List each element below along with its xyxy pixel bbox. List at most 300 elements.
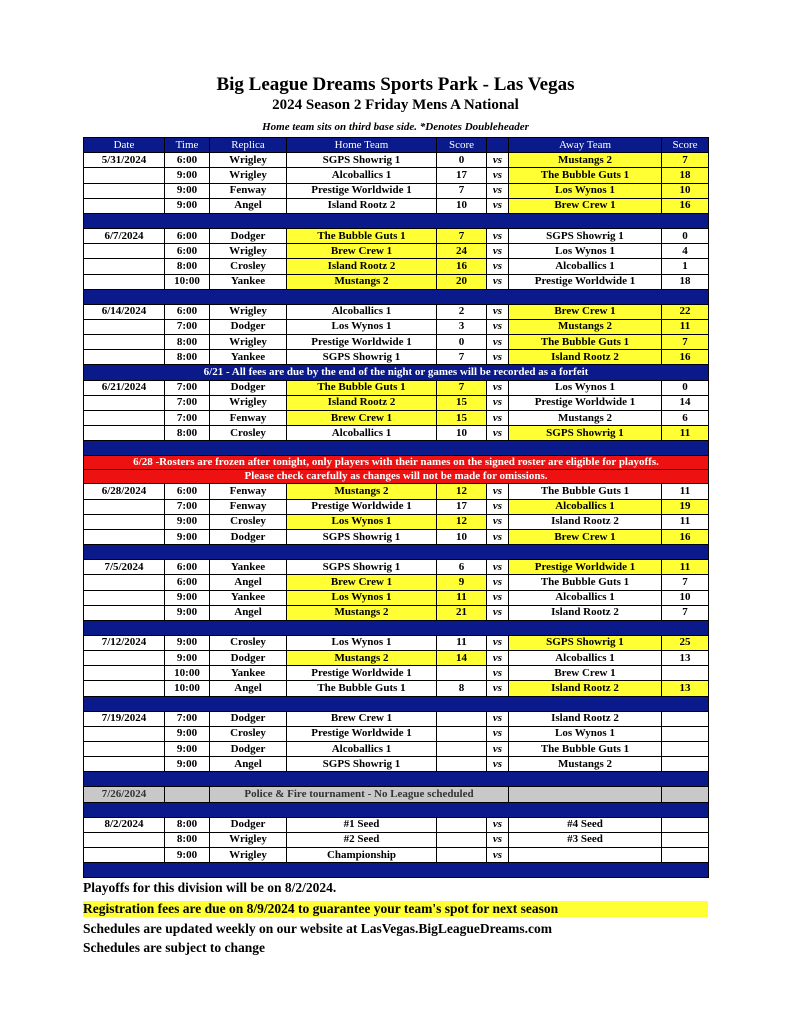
- game-date: [84, 847, 165, 862]
- home-team: Island Rootz 2: [287, 198, 437, 213]
- game-replica: Yankee: [210, 350, 287, 365]
- schedule-table: [83, 137, 709, 878]
- vs-label: vs: [487, 426, 509, 441]
- away-score: 0: [662, 228, 709, 243]
- home-score: 2: [437, 304, 487, 319]
- separator-cell: [84, 696, 709, 711]
- home-team: Mustangs 2: [287, 484, 437, 499]
- week-separator: [84, 802, 709, 817]
- home-team: SGPS Showrig 1: [287, 757, 437, 772]
- away-score: 19: [662, 499, 709, 514]
- home-team: Alcoballics 1: [287, 304, 437, 319]
- game-row: [84, 411, 709, 426]
- game-row: [84, 832, 709, 847]
- away-team: Alcoballics 1: [509, 499, 662, 514]
- week-separator: [84, 441, 709, 456]
- game-time: 8:00: [165, 350, 210, 365]
- game-date: [84, 335, 165, 350]
- game-replica: Dodger: [210, 817, 287, 832]
- away-team: Prestige Worldwide 1: [509, 395, 662, 410]
- game-replica: Wrigley: [210, 847, 287, 862]
- column-header: Time: [165, 138, 210, 153]
- home-team: The Bubble Guts 1: [287, 380, 437, 395]
- game-row: [84, 757, 709, 772]
- home-score: 10: [437, 426, 487, 441]
- game-row: [84, 560, 709, 575]
- page-title: Big League Dreams Sports Park - Las Vegas: [216, 74, 575, 95]
- game-replica: Yankee: [210, 274, 287, 289]
- footer-website: Schedules are updated weekly on our website at LasVegas.BigLeagueDreams.com: [83, 921, 553, 936]
- game-row: [84, 742, 709, 757]
- away-score: 16: [662, 529, 709, 544]
- away-team: Los Wynos 1: [509, 244, 662, 259]
- home-score: 24: [437, 244, 487, 259]
- game-date: [84, 499, 165, 514]
- vs-label: vs: [487, 499, 509, 514]
- home-team: Los Wynos 1: [287, 635, 437, 650]
- vs-label: vs: [487, 681, 509, 696]
- game-row: [84, 244, 709, 259]
- game-date: [84, 350, 165, 365]
- game-time: 9:00: [165, 514, 210, 529]
- away-score: [662, 742, 709, 757]
- away-score: [662, 817, 709, 832]
- home-score: [437, 666, 487, 681]
- game-time: 7:00: [165, 395, 210, 410]
- away-team: Island Rootz 2: [509, 605, 662, 620]
- game-time: 8:00: [165, 259, 210, 274]
- page-note: Home team sits on third base side. *Denotes Doubleheader: [262, 121, 529, 133]
- table-header-row: [84, 138, 709, 153]
- away-team: SGPS Showrig 1: [509, 228, 662, 243]
- column-header: Replica: [210, 138, 287, 153]
- game-date: [84, 319, 165, 334]
- game-time: 6:00: [165, 228, 210, 243]
- vs-label: vs: [487, 168, 509, 183]
- game-replica: Fenway: [210, 411, 287, 426]
- vs-label: vs: [487, 411, 509, 426]
- home-score: 7: [437, 183, 487, 198]
- week-separator: [84, 620, 709, 635]
- game-replica: Wrigley: [210, 395, 287, 410]
- game-time: 9:00: [165, 726, 210, 741]
- vs-label: vs: [487, 590, 509, 605]
- away-score: 11: [662, 560, 709, 575]
- home-score: 7: [437, 228, 487, 243]
- game-time: 9:00: [165, 651, 210, 666]
- game-time: 10:00: [165, 274, 210, 289]
- away-team: Alcoballics 1: [509, 590, 662, 605]
- home-team: Alcoballics 1: [287, 742, 437, 757]
- away-team: #4 Seed: [509, 817, 662, 832]
- vs-label: vs: [487, 198, 509, 213]
- home-team: #1 Seed: [287, 817, 437, 832]
- separator-cell: [84, 620, 709, 635]
- away-score: 13: [662, 681, 709, 696]
- game-replica: Wrigley: [210, 244, 287, 259]
- week-separator: [84, 213, 709, 228]
- away-team: Brew Crew 1: [509, 529, 662, 544]
- game-replica: Angel: [210, 605, 287, 620]
- away-score: 10: [662, 183, 709, 198]
- vs-label: vs: [487, 380, 509, 395]
- week-separator: [84, 863, 709, 878]
- home-score: 20: [437, 274, 487, 289]
- away-score: [662, 847, 709, 862]
- column-header: Score: [437, 138, 487, 153]
- away-team: SGPS Showrig 1: [509, 635, 662, 650]
- game-date: 7/5/2024: [84, 560, 165, 575]
- home-score: 11: [437, 590, 487, 605]
- roster-notice-row: [84, 470, 709, 484]
- vs-label: vs: [487, 244, 509, 259]
- game-replica: Dodger: [210, 228, 287, 243]
- home-team: Mustangs 2: [287, 274, 437, 289]
- game-replica: Angel: [210, 757, 287, 772]
- game-time: 9:00: [165, 183, 210, 198]
- away-team: Island Rootz 2: [509, 681, 662, 696]
- no-league-row: [84, 787, 709, 802]
- separator-cell: [84, 289, 709, 304]
- home-score: 10: [437, 198, 487, 213]
- game-row: [84, 529, 709, 544]
- game-replica: Fenway: [210, 484, 287, 499]
- away-score: 22: [662, 304, 709, 319]
- vs-label: vs: [487, 666, 509, 681]
- game-date: [84, 514, 165, 529]
- game-row: [84, 168, 709, 183]
- game-date: [84, 198, 165, 213]
- vs-label: vs: [487, 350, 509, 365]
- vs-label: vs: [487, 228, 509, 243]
- home-score: 12: [437, 484, 487, 499]
- vs-label: vs: [487, 529, 509, 544]
- away-team: Brew Crew 1: [509, 666, 662, 681]
- home-score: [437, 742, 487, 757]
- home-team: Prestige Worldwide 1: [287, 666, 437, 681]
- separator-cell: [84, 863, 709, 878]
- game-time: 7:00: [165, 499, 210, 514]
- home-team: The Bubble Guts 1: [287, 228, 437, 243]
- vs-label: vs: [487, 832, 509, 847]
- away-score: 18: [662, 168, 709, 183]
- game-replica: Angel: [210, 681, 287, 696]
- away-team: Prestige Worldwide 1: [509, 560, 662, 575]
- game-time: 7:00: [165, 411, 210, 426]
- vs-label: vs: [487, 304, 509, 319]
- game-time: 6:00: [165, 244, 210, 259]
- game-replica: Wrigley: [210, 153, 287, 168]
- home-score: 10: [437, 529, 487, 544]
- vs-label: vs: [487, 742, 509, 757]
- game-date: 7/26/2024: [84, 787, 165, 802]
- game-row: [84, 395, 709, 410]
- home-score: 17: [437, 499, 487, 514]
- game-date: [84, 605, 165, 620]
- away-team: Mustangs 2: [509, 411, 662, 426]
- game-replica: Crosley: [210, 259, 287, 274]
- empty-cell: [662, 787, 709, 802]
- game-time: 6:00: [165, 304, 210, 319]
- game-time: 9:00: [165, 635, 210, 650]
- home-score: 3: [437, 319, 487, 334]
- away-score: 16: [662, 350, 709, 365]
- game-row: [84, 847, 709, 862]
- page-subtitle: 2024 Season 2 Friday Mens A National: [272, 97, 519, 113]
- game-replica: Yankee: [210, 590, 287, 605]
- game-time: 6:00: [165, 153, 210, 168]
- game-replica: Dodger: [210, 380, 287, 395]
- game-date: [84, 726, 165, 741]
- game-replica: Yankee: [210, 560, 287, 575]
- away-score: [662, 832, 709, 847]
- roster-notice: Please check carefully as changes will not be made for omissions.: [84, 470, 709, 484]
- away-team: Brew Crew 1: [509, 198, 662, 213]
- game-date: [84, 832, 165, 847]
- game-time: 8:00: [165, 817, 210, 832]
- game-row: [84, 666, 709, 681]
- game-date: [84, 681, 165, 696]
- vs-label: vs: [487, 153, 509, 168]
- game-date: [84, 757, 165, 772]
- separator-cell: [84, 441, 709, 456]
- away-team: SGPS Showrig 1: [509, 426, 662, 441]
- home-score: [437, 817, 487, 832]
- footer-playoffs: Playoffs for this division will be on 8/2/2024.: [83, 880, 337, 895]
- away-score: [662, 711, 709, 726]
- away-score: 16: [662, 198, 709, 213]
- away-score: 25: [662, 635, 709, 650]
- home-score: 7: [437, 350, 487, 365]
- away-score: 11: [662, 484, 709, 499]
- away-team: Mustangs 2: [509, 153, 662, 168]
- game-replica: Crosley: [210, 635, 287, 650]
- game-row: [84, 153, 709, 168]
- away-team: The Bubble Guts 1: [509, 742, 662, 757]
- game-date: 5/31/2024: [84, 153, 165, 168]
- week-separator: [84, 772, 709, 787]
- game-row: [84, 635, 709, 650]
- separator-cell: [84, 545, 709, 560]
- away-team: Prestige Worldwide 1: [509, 274, 662, 289]
- away-score: [662, 726, 709, 741]
- no-league-text: Police & Fire tournament - No League scheduled: [210, 787, 509, 802]
- home-score: 11: [437, 635, 487, 650]
- week-separator: [84, 696, 709, 711]
- game-row: [84, 335, 709, 350]
- game-date: 6/14/2024: [84, 304, 165, 319]
- game-date: [84, 274, 165, 289]
- game-date: 7/12/2024: [84, 635, 165, 650]
- game-row: [84, 711, 709, 726]
- home-team: SGPS Showrig 1: [287, 560, 437, 575]
- week-separator: [84, 289, 709, 304]
- game-row: [84, 484, 709, 499]
- game-replica: Fenway: [210, 183, 287, 198]
- game-row: [84, 575, 709, 590]
- away-team: Los Wynos 1: [509, 726, 662, 741]
- away-score: 11: [662, 319, 709, 334]
- game-row: [84, 228, 709, 243]
- game-row: [84, 605, 709, 620]
- away-team: #3 Seed: [509, 832, 662, 847]
- vs-label: vs: [487, 817, 509, 832]
- away-score: 14: [662, 395, 709, 410]
- game-time: 8:00: [165, 832, 210, 847]
- vs-label: vs: [487, 395, 509, 410]
- away-score: 6: [662, 411, 709, 426]
- away-team: Island Rootz 2: [509, 514, 662, 529]
- vs-label: vs: [487, 259, 509, 274]
- away-score: 10: [662, 590, 709, 605]
- game-replica: Crosley: [210, 514, 287, 529]
- home-score: 17: [437, 168, 487, 183]
- away-score: 0: [662, 380, 709, 395]
- home-team: #2 Seed: [287, 832, 437, 847]
- away-score: 18: [662, 274, 709, 289]
- home-team: Alcoballics 1: [287, 426, 437, 441]
- fees-notice: 6/21 - All fees are due by the end of the night or games will be recorded as a forfeit: [84, 365, 709, 380]
- game-replica: Angel: [210, 198, 287, 213]
- game-date: [84, 259, 165, 274]
- game-date: [84, 529, 165, 544]
- game-date: 7/19/2024: [84, 711, 165, 726]
- vs-label: vs: [487, 514, 509, 529]
- game-row: [84, 380, 709, 395]
- away-score: 7: [662, 335, 709, 350]
- home-team: Prestige Worldwide 1: [287, 335, 437, 350]
- home-team: SGPS Showrig 1: [287, 350, 437, 365]
- home-score: [437, 757, 487, 772]
- home-team: Brew Crew 1: [287, 575, 437, 590]
- vs-label: vs: [487, 335, 509, 350]
- home-score: 15: [437, 411, 487, 426]
- game-time: 8:00: [165, 335, 210, 350]
- column-header: Date: [84, 138, 165, 153]
- separator-cell: [84, 213, 709, 228]
- home-score: 7: [437, 380, 487, 395]
- game-date: 6/28/2024: [84, 484, 165, 499]
- game-date: 8/2/2024: [84, 817, 165, 832]
- game-date: [84, 183, 165, 198]
- game-row: [84, 726, 709, 741]
- game-time: 10:00: [165, 666, 210, 681]
- away-score: 1: [662, 259, 709, 274]
- away-team: Mustangs 2: [509, 757, 662, 772]
- vs-label: vs: [487, 183, 509, 198]
- game-replica: Angel: [210, 575, 287, 590]
- game-row: [84, 274, 709, 289]
- vs-label: vs: [487, 575, 509, 590]
- game-replica: Wrigley: [210, 335, 287, 350]
- home-team: Mustangs 2: [287, 605, 437, 620]
- home-team: Los Wynos 1: [287, 590, 437, 605]
- away-score: 4: [662, 244, 709, 259]
- home-score: [437, 847, 487, 862]
- away-team: Alcoballics 1: [509, 259, 662, 274]
- game-date: [84, 395, 165, 410]
- away-team: Brew Crew 1: [509, 304, 662, 319]
- vs-label: vs: [487, 847, 509, 862]
- away-team: Mustangs 2: [509, 319, 662, 334]
- home-team: Brew Crew 1: [287, 411, 437, 426]
- vs-label: vs: [487, 651, 509, 666]
- game-replica: Fenway: [210, 499, 287, 514]
- away-score: 7: [662, 153, 709, 168]
- home-team: Los Wynos 1: [287, 319, 437, 334]
- away-team: Los Wynos 1: [509, 183, 662, 198]
- game-time: 6:00: [165, 560, 210, 575]
- home-score: [437, 726, 487, 741]
- column-header: Away Team: [509, 138, 662, 153]
- away-score: 11: [662, 514, 709, 529]
- game-time: 9:00: [165, 529, 210, 544]
- game-time: 9:00: [165, 847, 210, 862]
- home-score: 15: [437, 395, 487, 410]
- away-score: [662, 666, 709, 681]
- game-row: [84, 426, 709, 441]
- home-team: Prestige Worldwide 1: [287, 183, 437, 198]
- game-row: [84, 304, 709, 319]
- column-header: [487, 138, 509, 153]
- game-time: 8:00: [165, 426, 210, 441]
- game-row: [84, 350, 709, 365]
- game-row: [84, 590, 709, 605]
- column-header: Score: [662, 138, 709, 153]
- game-time: 9:00: [165, 198, 210, 213]
- home-score: 16: [437, 259, 487, 274]
- home-score: [437, 711, 487, 726]
- away-score: 13: [662, 651, 709, 666]
- away-team: Island Rootz 2: [509, 711, 662, 726]
- home-team: Prestige Worldwide 1: [287, 499, 437, 514]
- roster-notice-row: [84, 456, 709, 470]
- game-row: [84, 651, 709, 666]
- game-row: [84, 198, 709, 213]
- away-team: Los Wynos 1: [509, 380, 662, 395]
- home-score: 14: [437, 651, 487, 666]
- game-date: 6/21/2024: [84, 380, 165, 395]
- home-score: 0: [437, 335, 487, 350]
- game-date: [84, 651, 165, 666]
- home-score: [437, 832, 487, 847]
- game-time: 9:00: [165, 742, 210, 757]
- home-team: SGPS Showrig 1: [287, 153, 437, 168]
- game-time: 7:00: [165, 380, 210, 395]
- home-team: Championship: [287, 847, 437, 862]
- home-score: 9: [437, 575, 487, 590]
- game-row: [84, 817, 709, 832]
- empty-cell: [509, 787, 662, 802]
- away-team: The Bubble Guts 1: [509, 335, 662, 350]
- home-team: Prestige Worldwide 1: [287, 726, 437, 741]
- game-date: [84, 742, 165, 757]
- game-row: [84, 319, 709, 334]
- vs-label: vs: [487, 635, 509, 650]
- home-team: The Bubble Guts 1: [287, 681, 437, 696]
- home-team: Alcoballics 1: [287, 168, 437, 183]
- home-team: Mustangs 2: [287, 651, 437, 666]
- home-score: 8: [437, 681, 487, 696]
- game-replica: Dodger: [210, 742, 287, 757]
- game-replica: Dodger: [210, 529, 287, 544]
- game-replica: Wrigley: [210, 168, 287, 183]
- away-score: [662, 757, 709, 772]
- game-time: 7:00: [165, 711, 210, 726]
- separator-cell: [84, 802, 709, 817]
- game-replica: Dodger: [210, 651, 287, 666]
- game-row: [84, 514, 709, 529]
